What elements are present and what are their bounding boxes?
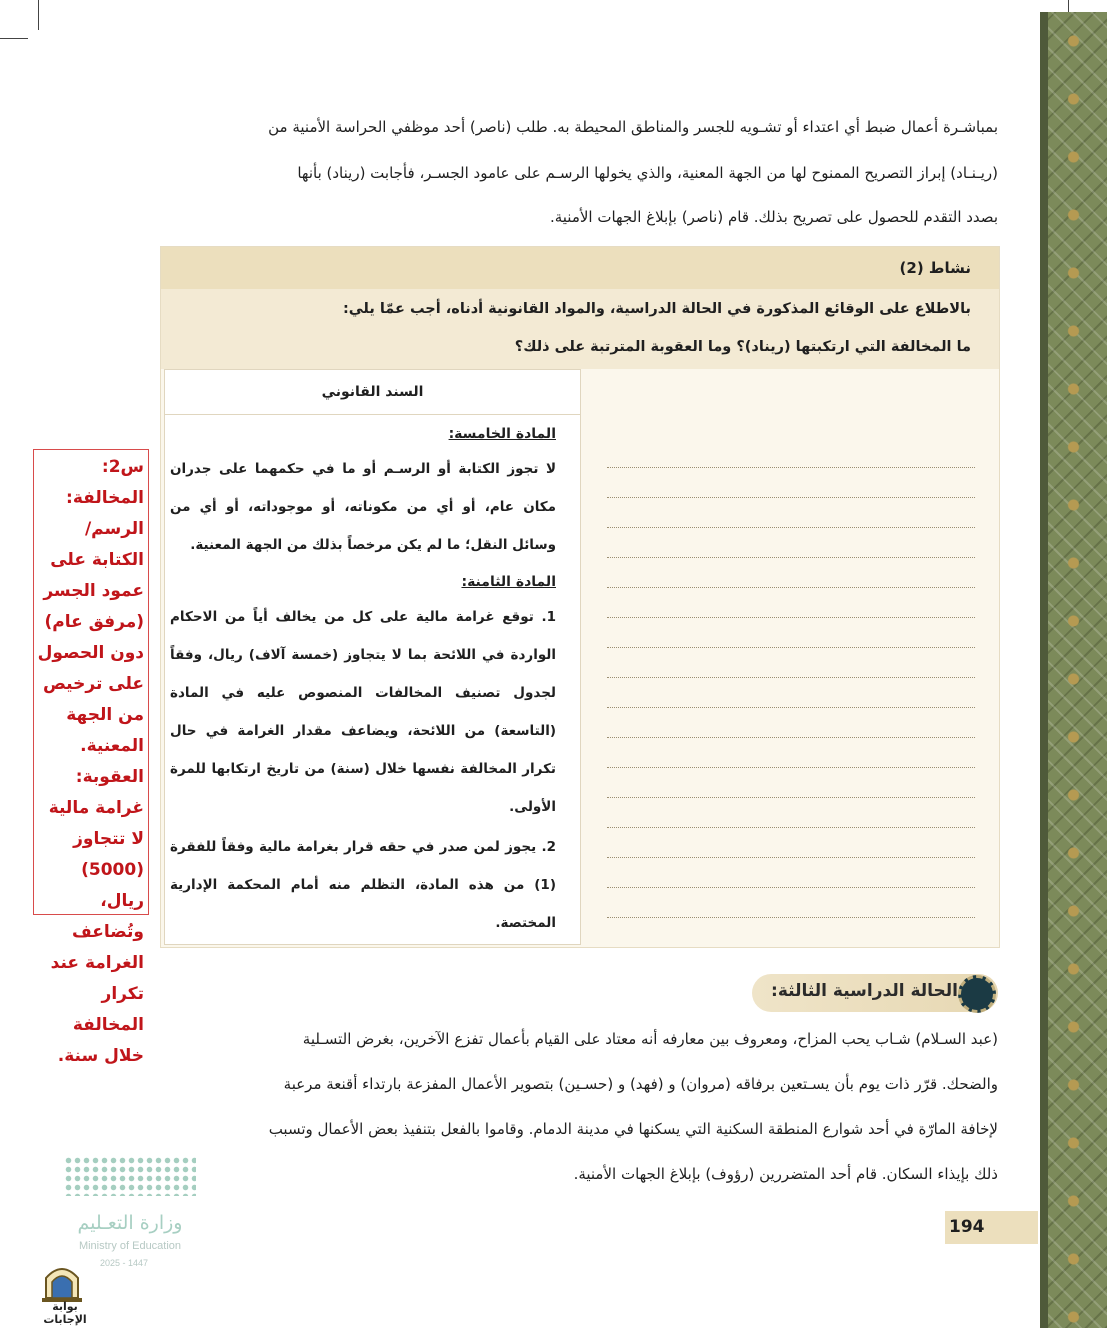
question-line: ما المخالفة التي ارتكبتها (ريناد)؟ وما العقوبة المترتبة على ذلك؟ [514,339,971,355]
site-name: بوابة الإجابات [43,1300,87,1326]
legal-header: السند القانوني [165,370,580,415]
answer-line[interactable] [607,887,975,888]
case-line: لإخافة المارّة في أحد شوارع المنطقة السكنية التي يسكنها في مدينة الدمام. وقاموا بالفعل بتنفيذ بعض الأعمال وتسبب [268,1120,998,1138]
ministry-dots-icon [64,1156,196,1196]
page-number-tab [945,1211,1038,1244]
activity-header [161,247,999,289]
article-title: المادة الخامسة: [448,426,556,442]
case-line: والضحك. قرّر ذات يوم بأن يسـتعين برفاقه (مروان) و (فهد) و (حسـين) بتصوير الأعمال المفزعة بارتداء أقنعة مرعبة [283,1075,998,1093]
answer-line[interactable] [607,857,975,858]
intro-line: بمباشـرة أعمال ضبط أي اعتداء أو تشـويه للجسر والمناطق المحيطة به. طلب (ناصر) أحد موظفي الحراسة الأمنية من [268,118,998,136]
answer-line[interactable] [607,797,975,798]
case-study-title: الحالة الدراسية الثالثة: [771,981,958,1001]
ministry-name-ar: وزارة التعـليم [77,1212,183,1234]
ministry-year: 2025 - 1447 [100,1258,149,1268]
case-badge-icon [958,975,996,1013]
answer-line[interactable] [607,737,975,738]
answer-note: س2: المخالفة: الرسم/الكتابة على عمود الجسر (مرفق عام) دون الحصول على ترخيص من الجهة المعنية. العقوبة: غرامة مالية لا تتجاوز (5000) ريال، وتُضاعف الغرامة عند تكرار المخالفة خلال سنة. [33,449,149,915]
legal-reference-box [164,369,581,945]
intro-line: بصدد التقدم للحصول على تصريح بذلك. قام (ناصر) بإبلاغ الجهات الأمنية. [549,208,998,226]
answer-lines[interactable] [581,369,999,947]
answer-line[interactable] [607,467,975,468]
answer-line[interactable] [607,557,975,558]
decorative-border-edge [1040,12,1048,1328]
answer-line[interactable] [607,617,975,618]
activity-title: نشاط (2) [899,259,971,277]
answer-line[interactable] [607,497,975,498]
ministry-logo [60,1150,200,1270]
activity-question [161,289,999,369]
ministry-name-en: Ministry of Education [78,1240,182,1252]
answer-line[interactable] [607,527,975,528]
crop-mark [0,38,28,39]
answer-line[interactable] [607,707,975,708]
answer-line[interactable] [607,767,975,768]
case-line: (عبد السـلام) شـاب يحب المزاح، ومعروف بين معارفه أنه معتاد على القيام بأعمال تفزع الآخرين، بغرض التسـلية [302,1030,998,1048]
crop-mark [38,0,39,30]
question-line: بالاطلاع على الوقائع المذكورة في الحالة الدراسية، والمواد القانونية أدناه، أجب عمّا يلي: [342,301,971,317]
answer-line[interactable] [607,647,975,648]
decorative-border [1040,12,1107,1328]
intro-line: (ريـنـاد) إبراز التصريح الممنوح لها من الجهة المعنية، والذي يخولها الرسـم على عامود الجسـر، فأجابت (ريناد) بأنها [297,164,998,182]
page-number: 194 [949,1217,985,1237]
answer-line[interactable] [607,587,975,588]
answer-line[interactable] [607,917,975,918]
article-title: المادة الثامنة: [461,574,556,590]
article-item: 1. توقع غرامة مالية على كل من يخالف أياً من الاحكام الواردة في اللائحة بما لا يتجاوز (خمسة آلاف) ريال، وفقاً لجدول تصنيف المخالفات المنصوص عليه في المادة (التاسعة) من اللائحة، ويضاعف مقدار الغرامة في حال تكرار المخالفة نفسها خلال (سنة) من تاريخ ارتكابها للمرة الأولى. [170,609,556,815]
activity-box [160,246,1000,948]
article-text: لا تجوز الكتابة أو الرسـم أو ما في حكمهما على جدران مكان عام، أو أي من مكوناته، أو موجوداته، أو أي من وسائل النقل؛ ما لم يكن مرخصاً بذلك من الجهة المعنية. [170,461,556,553]
article-item: 2. يجوز لمن صدر في حقه قرار بغرامة مالية وفقاً للفقرة (1) من هذه المادة، التظلم منه أمام المحكمة الإدارية المختصة. [170,839,556,931]
answer-line[interactable] [607,827,975,828]
answer-line[interactable] [607,677,975,678]
case-line: ذلك بإيذاء السكان. قام أحد المتضررين (رؤوف) بإبلاغ الجهات الأمنية. [573,1165,998,1183]
